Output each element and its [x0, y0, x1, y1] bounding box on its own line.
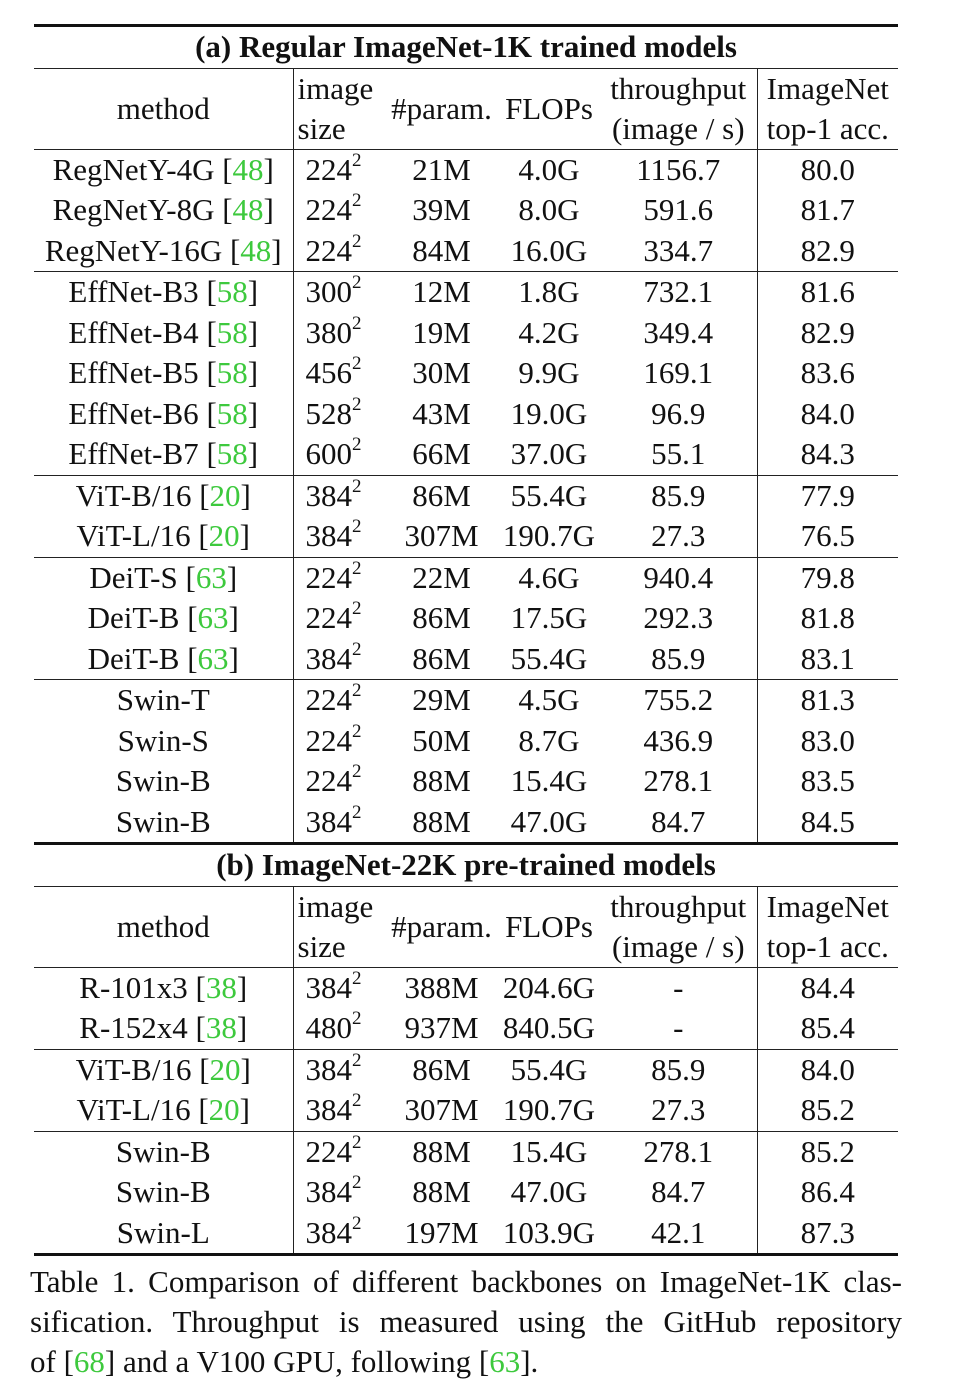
model-name: EffNet-B6 — [68, 395, 199, 431]
model-name-cell: ViT-L/16 [20] — [34, 516, 293, 557]
table-row — [34, 680, 898, 721]
section-title-row — [34, 26, 898, 69]
flops-cell: 55.4G — [498, 1049, 600, 1090]
throughput-cell: 591.6 — [643, 192, 714, 227]
model-name: DeiT-B — [87, 640, 180, 676]
throughput-cell: 349.4 — [643, 314, 714, 350]
superscript-squared: 2 — [352, 1131, 362, 1153]
header-image-size: size — [297, 928, 346, 964]
flops-cell: 16.0G — [510, 232, 588, 268]
model-name: Swin-B — [115, 803, 211, 839]
table-row — [34, 313, 898, 354]
citation-link[interactable]: 68 — [73, 1344, 105, 1379]
superscript-squared: 2 — [352, 967, 362, 989]
image-resolution: 384 — [305, 518, 352, 553]
throughput-cell: 940.4 — [600, 557, 757, 598]
params-cell: 307M — [404, 518, 479, 553]
header-image-size: image — [293, 886, 385, 927]
image-resolution: 456 — [305, 355, 352, 390]
throughput-cell: 436.9 — [643, 722, 714, 758]
header-image-size: size — [297, 110, 346, 146]
flops-cell: 17.5G — [510, 600, 588, 635]
section-title-row — [34, 844, 898, 887]
header-accuracy: ImageNet — [757, 886, 898, 927]
model-name: ViT-B/16 — [75, 477, 192, 513]
params-cell: 43M — [412, 395, 471, 431]
citation-link[interactable]: 48 — [232, 151, 264, 187]
image-size-cell — [293, 639, 385, 680]
flops-cell: 47.0G — [510, 803, 588, 839]
model-name-cell — [34, 1172, 293, 1213]
table-row — [34, 557, 898, 598]
section-a-body — [34, 26, 898, 844]
header-row — [34, 886, 898, 927]
throughput-cell: 85.9 — [651, 640, 706, 676]
table-row — [34, 1049, 898, 1090]
citation-link[interactable]: 58 — [216, 395, 248, 431]
table-row — [34, 639, 898, 680]
model-name: Swin-L — [116, 1214, 210, 1250]
model-name-cell — [34, 761, 293, 802]
table-row — [34, 598, 898, 639]
flops-cell: 4.0G — [498, 149, 600, 190]
image-resolution: 384 — [305, 1051, 352, 1087]
accuracy-cell: 82.9 — [757, 313, 898, 354]
image-size-cell — [293, 1008, 385, 1049]
image-size-cell — [293, 313, 385, 354]
results-table — [34, 24, 898, 1256]
model-name-cell: DeiT-B [63] — [34, 639, 293, 680]
image-resolution: 224 — [305, 151, 352, 187]
params-cell: 30M — [412, 355, 471, 390]
model-name-cell: RegNetY-16G [48] — [34, 231, 293, 272]
citation-link[interactable]: 38 — [205, 969, 237, 1005]
image-resolution: 384 — [305, 477, 352, 513]
flops-cell: 8.0G — [518, 192, 580, 227]
citation-link[interactable]: 38 — [205, 1010, 237, 1045]
accuracy-cell: 83.0 — [757, 721, 898, 762]
superscript-squared: 2 — [352, 760, 362, 782]
throughput-cell: 55.1 — [651, 436, 706, 471]
model-name: R-101x3 — [79, 969, 188, 1005]
header-accuracy: top-1 acc. — [757, 927, 898, 968]
image-size-cell — [293, 190, 385, 231]
model-name-cell: DeiT-S [63] — [34, 557, 293, 598]
throughput-cell: 84.7 — [651, 803, 706, 839]
accuracy-cell: 85.2 — [757, 1131, 898, 1172]
image-resolution: 224 — [305, 192, 352, 227]
throughput-cell: 27.3 — [651, 518, 706, 553]
citation-link[interactable]: 58 — [216, 436, 248, 471]
table-row — [34, 761, 898, 802]
params-cell: 88M — [385, 1131, 498, 1172]
header-flops: FLOPs — [498, 68, 600, 149]
model-name-cell: DeiT-B [63] — [34, 598, 293, 639]
citation-link[interactable]: 63 — [197, 640, 229, 676]
image-resolution: 224 — [305, 682, 352, 717]
throughput-cell: - — [673, 1010, 684, 1045]
model-name: EffNet-B3 — [68, 274, 199, 309]
model-name: Swin-B — [115, 763, 211, 798]
flops-cell: 204.6G — [498, 967, 600, 1008]
model-name-cell — [34, 1131, 293, 1172]
throughput-cell: 85.9 — [600, 475, 757, 516]
image-size-cell — [293, 1090, 385, 1131]
superscript-squared: 2 — [352, 679, 362, 701]
params-cell: 86M — [412, 640, 471, 676]
params-cell: 66M — [412, 436, 471, 471]
throughput-cell: 278.1 — [643, 763, 714, 798]
accuracy-cell: 76.5 — [757, 516, 898, 557]
table-row — [34, 1131, 898, 1172]
superscript-squared: 2 — [352, 1171, 362, 1193]
accuracy-cell: 87.3 — [757, 1213, 898, 1255]
model-name: EffNet-B5 — [68, 355, 199, 390]
model-name-cell: ViT-L/16 [20] — [34, 1090, 293, 1131]
header-throughput: (image / s) — [611, 110, 745, 146]
throughput-cell: 27.3 — [651, 1092, 706, 1127]
table-row — [34, 1213, 898, 1255]
image-resolution: 380 — [305, 314, 352, 350]
image-resolution: 384 — [305, 803, 352, 839]
table-row — [34, 516, 898, 557]
model-name: ViT-L/16 — [76, 1092, 191, 1127]
model-name: Swin-T — [116, 682, 210, 717]
accuracy-cell: 84.4 — [757, 967, 898, 1008]
image-size-cell — [293, 516, 385, 557]
image-resolution: 384 — [305, 1092, 352, 1127]
section-title: (b) ImageNet-22K pre-trained models — [34, 844, 898, 887]
citation-link[interactable]: 48 — [240, 232, 272, 268]
citation-link[interactable]: 58 — [216, 355, 248, 390]
flops-cell: 8.7G — [518, 722, 580, 758]
model-name: RegNetY-16G — [44, 232, 223, 268]
image-resolution: 384 — [305, 640, 352, 676]
image-resolution: 600 — [305, 436, 352, 471]
image-size-cell — [293, 557, 385, 598]
accuracy-cell: 81.6 — [757, 272, 898, 313]
throughput-cell: 732.1 — [600, 272, 757, 313]
params-cell: 88M — [412, 1174, 471, 1209]
citation-link[interactable]: 63 — [195, 559, 227, 595]
params-cell: 21M — [385, 149, 498, 190]
image-size-cell — [293, 475, 385, 516]
params-cell: 388M — [385, 967, 498, 1008]
table-caption — [30, 1262, 902, 1382]
flops-cell: 190.7G — [502, 518, 596, 553]
image-size-cell — [293, 434, 385, 475]
model-name-cell: ViT-B/16 [20] — [34, 1049, 293, 1090]
image-size-cell — [293, 761, 385, 802]
superscript-squared: 2 — [352, 638, 362, 660]
citation-link[interactable]: 63 — [489, 1344, 521, 1379]
model-name: EffNet-B4 — [68, 314, 199, 350]
superscript-squared: 2 — [352, 433, 362, 455]
citation-link[interactable]: 48 — [232, 192, 264, 227]
params-cell: 307M — [404, 1092, 479, 1127]
model-name-cell: EffNet-B4 [58] — [34, 313, 293, 354]
image-size-cell — [293, 680, 385, 721]
citation-link[interactable]: 20 — [208, 518, 240, 553]
table-row — [34, 1090, 898, 1131]
model-name: DeiT-B — [87, 600, 180, 635]
flops-cell: 19.0G — [510, 395, 588, 431]
accuracy-cell: 80.0 — [757, 149, 898, 190]
caption-line-2: sification. Throughput is measured using the GitHub repository — [30, 1304, 902, 1339]
superscript-squared: 2 — [352, 1089, 362, 1111]
image-size-cell — [293, 1213, 385, 1255]
accuracy-cell: 79.8 — [757, 557, 898, 598]
accuracy-cell: 85.2 — [757, 1090, 898, 1131]
model-name-cell — [34, 1213, 293, 1255]
header-image-size: image — [293, 68, 385, 109]
model-name-cell: EffNet-B3 [58] — [34, 272, 293, 313]
accuracy-cell: 84.3 — [757, 434, 898, 475]
header-params: #param. — [385, 68, 498, 149]
header-flops: FLOPs — [498, 886, 600, 967]
table-row — [34, 721, 898, 762]
image-size-cell — [293, 721, 385, 762]
params-cell: 197M — [385, 1213, 498, 1255]
image-resolution: 224 — [305, 232, 352, 268]
model-name: RegNetY-8G — [52, 192, 215, 227]
model-name-cell: R-101x3 [38] — [34, 967, 293, 1008]
model-name-cell: RegNetY-8G [48] — [34, 190, 293, 231]
table-row — [34, 231, 898, 272]
model-name-cell — [34, 680, 293, 721]
model-name-cell — [34, 802, 293, 844]
superscript-squared: 2 — [352, 149, 362, 171]
accuracy-cell: 81.3 — [757, 680, 898, 721]
table-row — [34, 353, 898, 394]
model-name: Swin-S — [117, 722, 209, 758]
table-row — [34, 149, 898, 190]
image-size-cell — [293, 272, 385, 313]
image-resolution: 224 — [305, 559, 352, 595]
params-cell: 19M — [412, 314, 471, 350]
table-row — [34, 1008, 898, 1049]
params-cell: 86M — [412, 600, 471, 635]
accuracy-cell: 77.9 — [757, 475, 898, 516]
accuracy-cell: 81.7 — [757, 190, 898, 231]
throughput-cell: 278.1 — [600, 1131, 757, 1172]
image-size-cell — [293, 967, 385, 1008]
flops-cell: 15.4G — [510, 763, 588, 798]
citation-link[interactable]: 63 — [197, 600, 229, 635]
image-resolution: 384 — [305, 1174, 352, 1209]
caption-text: ]. — [520, 1344, 539, 1379]
header-params: #param. — [385, 886, 498, 967]
model-name-cell: EffNet-B5 [58] — [34, 353, 293, 394]
superscript-squared: 2 — [352, 189, 362, 211]
params-cell: 39M — [412, 192, 471, 227]
image-resolution: 384 — [305, 969, 352, 1005]
model-name-cell: EffNet-B7 [58] — [34, 434, 293, 475]
table-row — [34, 272, 898, 313]
superscript-squared: 2 — [352, 271, 362, 293]
image-size-cell — [293, 1049, 385, 1090]
image-size-cell — [293, 149, 385, 190]
header-accuracy: ImageNet — [757, 68, 898, 109]
table-row — [34, 475, 898, 516]
image-resolution: 528 — [305, 395, 352, 431]
params-cell: 12M — [385, 272, 498, 313]
throughput-cell: 1156.7 — [600, 149, 757, 190]
throughput-cell: 42.1 — [600, 1213, 757, 1255]
throughput-cell: 334.7 — [643, 232, 714, 268]
image-resolution: 480 — [305, 1010, 352, 1045]
params-cell: 88M — [412, 803, 471, 839]
model-name-cell: ViT-B/16 [20] — [34, 475, 293, 516]
model-name: ViT-L/16 — [76, 518, 191, 553]
image-size-cell — [293, 1172, 385, 1213]
model-name: EffNet-B7 — [68, 436, 199, 471]
header-throughput: throughput — [600, 886, 757, 927]
citation-link[interactable]: 20 — [209, 477, 241, 513]
superscript-squared: 2 — [352, 515, 362, 537]
accuracy-cell: 82.9 — [757, 231, 898, 272]
accuracy-cell: 84.5 — [757, 802, 898, 844]
image-resolution: 384 — [305, 1214, 352, 1250]
params-cell: 84M — [412, 232, 471, 268]
image-size-cell — [293, 802, 385, 844]
superscript-squared: 2 — [352, 557, 362, 579]
params-cell: 937M — [404, 1010, 479, 1045]
accuracy-cell: 84.0 — [757, 1049, 898, 1090]
image-size-cell — [293, 231, 385, 272]
superscript-squared: 2 — [352, 1007, 362, 1029]
citation-link[interactable]: 20 — [208, 1092, 240, 1127]
flops-cell: 1.8G — [498, 272, 600, 313]
image-size-cell — [293, 1131, 385, 1172]
flops-cell: 4.2G — [518, 314, 580, 350]
superscript-squared: 2 — [352, 312, 362, 334]
throughput-cell: 85.9 — [600, 1049, 757, 1090]
model-name: Swin-B — [115, 1174, 211, 1209]
throughput-cell: 169.1 — [643, 355, 714, 390]
flops-cell: 15.4G — [498, 1131, 600, 1172]
citation-link[interactable]: 58 — [216, 274, 248, 309]
flops-cell: 37.0G — [510, 436, 588, 471]
model-name: RegNetY-4G — [52, 151, 215, 187]
image-size-cell — [293, 598, 385, 639]
image-resolution: 224 — [305, 600, 352, 635]
superscript-squared: 2 — [352, 1049, 362, 1071]
superscript-squared: 2 — [352, 597, 362, 619]
citation-link[interactable]: 58 — [216, 314, 248, 350]
accuracy-cell: 86.4 — [757, 1172, 898, 1213]
model-name-cell: EffNet-B6 [58] — [34, 394, 293, 435]
model-name: Swin-B — [115, 1133, 211, 1169]
params-cell: 22M — [385, 557, 498, 598]
throughput-cell: 755.2 — [600, 680, 757, 721]
accuracy-cell: 81.8 — [757, 598, 898, 639]
flops-cell: 103.9G — [498, 1213, 600, 1255]
params-cell: 86M — [385, 475, 498, 516]
flops-cell: 55.4G — [510, 640, 588, 676]
accuracy-cell: 85.4 — [757, 1008, 898, 1049]
table-row — [34, 434, 898, 475]
header-method: method — [34, 886, 293, 967]
header-row — [34, 68, 898, 109]
superscript-squared: 2 — [352, 475, 362, 497]
image-resolution: 300 — [305, 274, 352, 309]
section-b-body — [34, 844, 898, 1255]
flops-cell: 47.0G — [510, 1174, 588, 1209]
throughput-cell: 96.9 — [651, 395, 706, 431]
table-row — [34, 190, 898, 231]
accuracy-cell: 84.0 — [757, 394, 898, 435]
caption-line-1: Table 1. Comparison of different backbones on ImageNet-1K clas- — [30, 1264, 902, 1299]
header-throughput: (image / s) — [611, 928, 745, 964]
superscript-squared: 2 — [352, 1212, 362, 1234]
table-row — [34, 802, 898, 844]
params-cell: 50M — [412, 722, 471, 758]
params-cell: 88M — [412, 763, 471, 798]
flops-cell: 190.7G — [502, 1092, 596, 1127]
accuracy-cell: 83.6 — [757, 353, 898, 394]
flops-cell: 55.4G — [498, 475, 600, 516]
superscript-squared: 2 — [352, 352, 362, 374]
table-row — [34, 1172, 898, 1213]
model-name: R-152x4 — [79, 1010, 188, 1045]
header-method: method — [34, 68, 293, 149]
throughput-cell: 292.3 — [643, 600, 714, 635]
table-row — [34, 394, 898, 435]
params-cell: 29M — [385, 680, 498, 721]
header-throughput: throughput — [600, 68, 757, 109]
model-name: ViT-B/16 — [75, 1051, 192, 1087]
model-name-cell: RegNetY-4G [48] — [34, 149, 293, 190]
caption-text: of [ — [30, 1344, 74, 1379]
model-name-cell: R-152x4 [38] — [34, 1008, 293, 1049]
flops-cell: 9.9G — [518, 355, 580, 390]
image-size-cell — [293, 353, 385, 394]
superscript-squared: 2 — [352, 720, 362, 742]
accuracy-cell: 83.5 — [757, 761, 898, 802]
image-resolution: 224 — [305, 722, 352, 758]
params-cell: 86M — [385, 1049, 498, 1090]
throughput-cell: 84.7 — [651, 1174, 706, 1209]
image-resolution: 224 — [305, 763, 352, 798]
image-resolution: 224 — [305, 1133, 352, 1169]
flops-cell: 840.5G — [502, 1010, 596, 1045]
superscript-squared: 2 — [352, 801, 362, 823]
table-row — [34, 967, 898, 1008]
caption-text: ] and a V100 GPU, following [ — [104, 1344, 490, 1379]
results-table-figure — [34, 24, 898, 1256]
section-title: (a) Regular ImageNet-1K trained models — [34, 26, 898, 69]
superscript-squared: 2 — [352, 393, 362, 415]
flops-cell: 4.5G — [498, 680, 600, 721]
accuracy-cell: 83.1 — [757, 639, 898, 680]
flops-cell: 4.6G — [498, 557, 600, 598]
header-accuracy: top-1 acc. — [757, 109, 898, 150]
citation-link[interactable]: 20 — [209, 1051, 241, 1087]
superscript-squared: 2 — [352, 230, 362, 252]
model-name-cell — [34, 721, 293, 762]
image-size-cell — [293, 394, 385, 435]
caption-line-3 — [30, 1342, 902, 1382]
model-name: DeiT-S — [89, 559, 178, 595]
throughput-cell: - — [600, 967, 757, 1008]
